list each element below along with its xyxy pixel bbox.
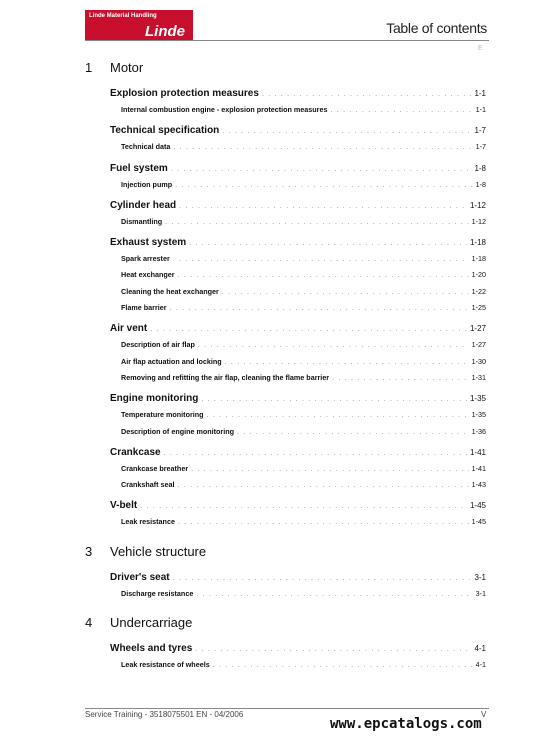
toc-subsection-link[interactable] [121, 357, 486, 373]
dot-leader [222, 289, 469, 296]
linde-logo [85, 10, 193, 40]
section-title: Crankcase [110, 446, 161, 458]
toc-subsection-link[interactable] [121, 217, 486, 233]
chapter-heading [85, 60, 486, 82]
toc-subsection-link[interactable] [121, 287, 486, 303]
dot-leader [173, 144, 472, 151]
section-page: 3-1 [474, 572, 486, 582]
section-group [110, 643, 486, 676]
section-title: Technical specification [110, 125, 220, 137]
subsection-title: Flame barrier [121, 303, 167, 313]
subsection-page: 4-1 [475, 660, 486, 670]
subsection-title: Crankshaft seal [121, 480, 175, 490]
header-divider [85, 40, 489, 41]
subsection-title: Crankcase breather [121, 463, 189, 473]
dot-leader [170, 305, 469, 312]
toc-section-link[interactable] [110, 125, 486, 142]
dot-leader [173, 256, 469, 263]
subsection-title: Temperature monitoring [121, 410, 204, 420]
section-group [110, 163, 486, 196]
section-group [110, 88, 486, 121]
subsection-page: 1-25 [471, 303, 486, 313]
dot-leader [207, 412, 469, 419]
section-page: 1-41 [469, 447, 486, 457]
dot-leader [175, 182, 473, 189]
dot-leader [165, 219, 468, 226]
subsection-title: Cleaning the heat exchanger [121, 286, 219, 296]
subsection-title: Description of air flap [121, 340, 195, 350]
subsection-title: Injection pump [121, 179, 173, 189]
toc-subsection-link[interactable] [121, 373, 486, 389]
section-title: Wheels and tyres [110, 643, 193, 655]
section-group [110, 500, 486, 533]
subsection-title: Description of engine monitoring [121, 426, 235, 436]
dot-leader [173, 575, 472, 582]
subsection-page: 1-36 [471, 426, 486, 436]
subsection-page: 1-7 [475, 142, 486, 152]
subsection-page: 1-20 [471, 270, 486, 280]
page-header [85, 10, 489, 40]
subsection-page: 1-45 [471, 517, 486, 527]
subsection-title: Technical data [121, 142, 171, 152]
toc-section-link[interactable] [110, 393, 486, 410]
table-of-contents [85, 60, 486, 686]
section-title: Engine monitoring [110, 393, 199, 405]
section-page: 1-12 [469, 200, 486, 210]
chapter-number: 1 [85, 60, 93, 75]
subsection-title: Air flap actuation and locking [121, 356, 222, 366]
toc-subsection-link[interactable] [121, 517, 486, 533]
toc-section-link[interactable] [110, 572, 486, 589]
section-title: Air vent [110, 323, 148, 335]
subsection-page: 1-22 [471, 286, 486, 296]
toc-section-link[interactable] [110, 643, 486, 660]
section-group [110, 572, 486, 605]
logo-subtitle: Linde Material Handling [89, 13, 157, 19]
section-title: Explosion protection measures [110, 88, 259, 99]
toc-subsection-link[interactable] [121, 303, 486, 319]
subsection-page: 1-43 [471, 480, 486, 490]
chapter-title: Vehicle structure [110, 543, 207, 559]
chapter [85, 544, 486, 605]
chapter-heading [85, 615, 486, 637]
section-page: 1-1 [474, 89, 486, 98]
section-group [110, 447, 486, 497]
section-page: 1-18 [469, 238, 486, 248]
chapter-heading [85, 544, 486, 566]
chapter-title: Motor [110, 60, 144, 75]
watermark: www.epcatalogs.com [330, 716, 482, 732]
chapter [85, 615, 486, 676]
section-page: 1-27 [469, 324, 486, 334]
section-title: Exhaust system [110, 237, 187, 249]
section-group [110, 393, 486, 443]
toc-section-link[interactable] [110, 237, 486, 254]
toc-subsection-link[interactable] [121, 410, 486, 426]
dot-leader [191, 466, 468, 473]
toc-subsection-link[interactable] [121, 142, 486, 158]
subsection-page: 1-30 [471, 356, 486, 366]
toc-subsection-link[interactable] [121, 180, 486, 196]
subsection-title: Dismantling [121, 216, 163, 226]
dot-leader [178, 482, 469, 489]
dot-leader [150, 326, 467, 333]
toc-subsection-link[interactable] [121, 340, 486, 356]
dot-leader [225, 359, 469, 366]
section-page: 1-7 [474, 126, 486, 136]
section-group [110, 323, 486, 389]
chapter-entries [110, 643, 486, 676]
subsection-page: 1-35 [471, 410, 486, 420]
section-page: 1-45 [469, 501, 486, 511]
subsection-page: 1-1 [475, 105, 486, 114]
subsection-page: 1-27 [471, 340, 486, 350]
section-title: V-belt [110, 500, 138, 512]
logo-brand: Linde [145, 23, 185, 40]
chapter-entries [110, 572, 486, 605]
toc-subsection-link[interactable] [121, 589, 486, 605]
subsection-page: 1-18 [471, 254, 486, 264]
section-title: Cylinder head [110, 199, 177, 211]
subsection-title: Heat exchanger [121, 270, 175, 280]
dot-leader [164, 450, 467, 457]
toc-subsection-link[interactable] [121, 427, 486, 443]
chapter [85, 60, 486, 534]
toc-section-link[interactable] [110, 88, 486, 105]
subsection-title: Leak resistance [121, 517, 175, 527]
section-group [110, 200, 486, 233]
subsection-page: 3-1 [475, 588, 486, 598]
section-page: 1-35 [469, 394, 486, 404]
section-title: Driver's seat [110, 571, 170, 583]
subsection-page: 1-8 [475, 179, 486, 189]
subsection-title: Spark arrester [121, 254, 170, 264]
section-page: 1-8 [474, 163, 486, 173]
toc-section-link[interactable] [110, 163, 486, 180]
subsection-page: 1-31 [471, 372, 486, 382]
section-group [110, 237, 486, 319]
footer-text: Service Training - 3518075501 EN - 04/2006 [85, 710, 244, 719]
dot-leader [332, 375, 469, 382]
toc-section-link[interactable] [110, 323, 486, 340]
toc-section-link[interactable] [110, 200, 486, 217]
dot-leader [189, 240, 467, 247]
toc-subsection-link[interactable] [121, 464, 486, 480]
section-title: Fuel system [110, 162, 168, 174]
page-id: E [478, 45, 483, 52]
toc-subsection-link[interactable] [121, 254, 486, 270]
dot-leader [179, 203, 467, 210]
dot-leader [171, 166, 472, 173]
subsection-page: 1-41 [471, 463, 486, 473]
dot-leader [330, 107, 472, 114]
subsection-page: 1-12 [471, 216, 486, 226]
subsection-title: Discharge resistance [121, 588, 194, 598]
dot-leader [262, 91, 472, 98]
toc-subsection-link[interactable] [121, 105, 486, 121]
toc-section-link[interactable] [110, 447, 486, 464]
chapter-title: Undercarriage [110, 615, 193, 631]
page-title: Table of contents [386, 20, 487, 36]
dot-leader [196, 591, 472, 598]
toc-subsection-link[interactable] [121, 270, 486, 286]
dot-leader [140, 503, 467, 510]
dot-leader [237, 429, 469, 436]
dot-leader [222, 128, 471, 135]
subsection-title: Removing and refitting the air flap, cleaning the flame barrier [121, 372, 330, 382]
chapter-entries [110, 88, 486, 534]
chapter-number: 3 [85, 543, 93, 559]
chapter-number: 4 [85, 615, 93, 631]
dot-leader [178, 272, 469, 279]
dot-leader [198, 342, 469, 349]
dot-leader [201, 396, 467, 403]
toc-section-link[interactable] [110, 500, 486, 517]
dot-leader [213, 662, 473, 669]
toc-subsection-link[interactable] [121, 660, 486, 676]
section-page: 4-1 [474, 644, 486, 654]
dot-leader [195, 646, 471, 653]
subsection-title: Internal combustion engine - explosion protection measures [121, 105, 328, 114]
dot-leader [178, 519, 469, 526]
footer-page-number: V [481, 710, 487, 719]
section-group [110, 125, 486, 158]
toc-subsection-link[interactable] [121, 480, 486, 496]
subsection-title: Leak resistance of wheels [121, 660, 210, 670]
footer-divider [85, 708, 489, 709]
